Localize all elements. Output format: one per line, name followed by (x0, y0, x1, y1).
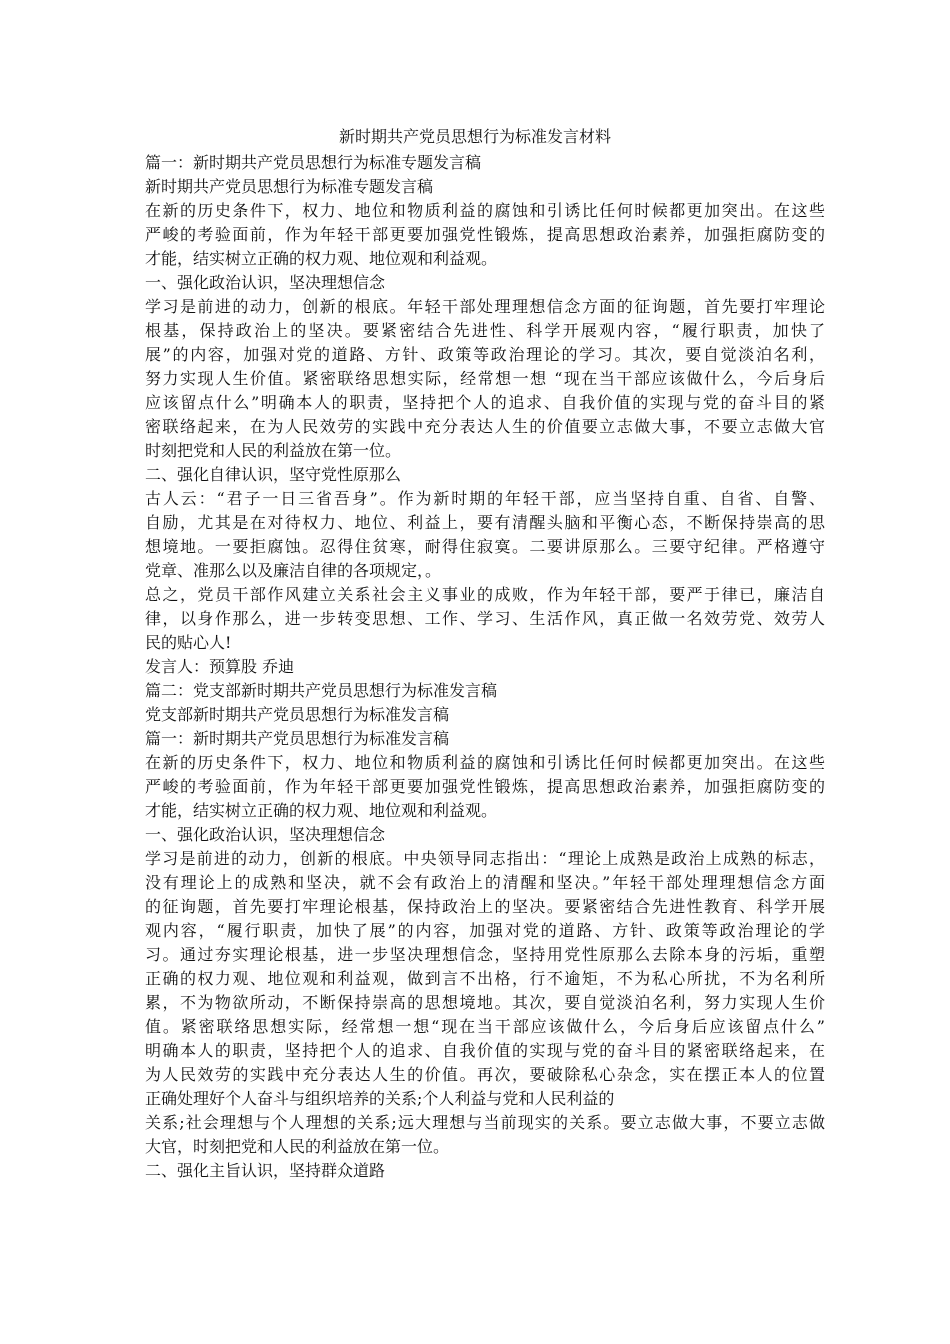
text-line: 值。紧密联络思想实际，经常想一想“现在当干部应该做什么，今后身后应该留点什么” (145, 1017, 825, 1036)
text-line: 自励，尤其是在对待权力、地位、利益上，要有清醒头脑和平衡心态，不断保持崇高的思 (145, 513, 825, 532)
text-line: 二、强化自律认识，坚守党性原那么 (145, 465, 402, 484)
text-line: 民的贴心人! (145, 633, 232, 652)
section-heading: 篇二：党支部新时期共产党员思想行为标准发言稿 (145, 681, 498, 700)
text-line: 观内容，“履行职责，加快了展”的内容，加强对党的道路、方针、政策等政治理论的学 (145, 921, 825, 940)
text-line: 严峻的考验面前，作为年轻干部更要加强党性锻炼，提高思想政治素养，加强拒腐防变的 (145, 777, 825, 796)
text-line: 正确处理好个人奋斗与组织培养的关系;个人利益与党和人民利益的 (145, 1089, 615, 1108)
text-line: 二、强化主旨认识，坚持群众道路 (145, 1161, 386, 1180)
text-line: 古人云：“君子一日三省吾身”。作为新时期的年轻干部，应当坚持自重、自省、自警、 (145, 489, 825, 508)
text-line: 为人民效劳的实践中充分表达人生的价值。再次，要破除私心杂念，实在摆正本人的位置 (145, 1065, 825, 1084)
text-line: 展”的内容，加强对党的道路、方针、政策等政治理论的学习。其次，要自觉淡泊名利， (145, 345, 825, 364)
text-line: 党支部新时期共产党员思想行为标准发言稿 (145, 705, 450, 724)
text-line: 党章、准那么以及廉洁自律的各项规定，。 (145, 561, 442, 580)
text-line: 学习是前进的动力，创新的根底。年轻干部处理理想信念方面的征询题，首先要打牢理论 (145, 297, 825, 316)
text-line: 明确本人的职责，坚持把个人的追求、自我价值的实现与党的奋斗目的紧密联络起来，在 (145, 1041, 825, 1060)
text-line: 一、强化政治认识，坚决理想信念 (145, 273, 386, 292)
text-line: 律，以身作那么，进一步转变思想、工作、学习、生活作风，真正做一名效劳党、效劳人 (145, 609, 825, 628)
text-line: 才能，结实树立正确的权力观、地位观和利益观。 (145, 249, 498, 268)
text-line: 才能，结实树立正确的权力观、地位观和利益观。 (145, 801, 498, 820)
text-line: 正确的权力观、地位观和利益观，做到言不出格，行不逾矩，不为私心所扰，不为名利所 (145, 969, 825, 988)
text-line: 一、强化政治认识，坚决理想信念 (145, 825, 386, 844)
text-line: 想境地。一要拒腐蚀。忍得住贫寒，耐得住寂寞。二要讲原那么。三要守纪律。严格遵守 (145, 537, 825, 556)
text-line: 篇一：新时期共产党员思想行为标准专题发言稿 (145, 153, 482, 172)
text-line: 努力实现人生价值。紧密联络思想实际，经常想一想 “现在当干部应该做什么，今后身后 (145, 369, 825, 388)
text-line: 根基，保持政治上的坚决。要紧密结合先进性、科学开展观内容，“履行职责，加快了 (145, 321, 825, 340)
text-line: 在新的历史条件下，权力、地位和物质利益的腐蚀和引诱比任何时候都更加突出。在这些 (145, 753, 825, 772)
text-line: 习。通过夯实理论根基，进一步坚决理想信念，坚持用党性原那么去除本身的污垢，重塑 (145, 945, 825, 964)
text-line: 学习是前进的动力，创新的根底。中央领导同志指出：“理论上成熟是政治上成熟的标志， (145, 849, 825, 868)
text-line: 严峻的考验面前，作为年轻干部更要加强党性锻炼，提高思想政治素养，加强拒腐防变的 (145, 225, 825, 244)
text-line: 时刻把党和人民的利益放在第一位。 (145, 441, 402, 460)
text-line: 密联络起来，在为人民效劳的实践中充分表达人生的价值要立志做大事，不要立志做大官 (145, 417, 825, 436)
text-line: 关系;社会理想与个人理想的关系;远大理想与当前现实的关系。要立志做大事，不要立志做 (145, 1113, 825, 1132)
document-title: 新时期共产党员思想行为标准发言材料 (338, 127, 611, 146)
text-line: 总之，党员干部作风建立关系社会主义事业的成败，作为年轻干部，要严于律已，廉洁自 (145, 585, 825, 604)
text-line: 没有理论上的成熟和坚决，就不会有政治上的清醒和坚决。”年轻干部处理理想信念方面 (145, 873, 825, 892)
text-line: 新时期共产党员思想行为标准专题发言稿 (145, 177, 434, 196)
speaker-line: 发言人：预算股 乔迪 (145, 657, 295, 676)
text-line: 累，不为物欲所动，不断保持崇高的思想境地。其次，要自觉淡泊名利，努力实现人生价 (145, 993, 825, 1012)
text-line: 的征询题，首先要打牢理论根基，保持政治上的坚决。要紧密结合先进性教育、科学开展 (145, 897, 825, 916)
text-line: 在新的历史条件下，权力、地位和物质利益的腐蚀和引诱比任何时候都更加突出。在这些 (145, 201, 825, 220)
text-line: 大官，时刻把党和人民的利益放在第一位。 (145, 1137, 450, 1156)
text-line: 应该留点什么”明确本人的职责，坚持把个人的追求、自我价值的实现与党的奋斗目的紧 (145, 393, 825, 412)
text-line: 篇一：新时期共产党员思想行为标准发言稿 (145, 729, 450, 748)
document-body (145, 151, 825, 1183)
